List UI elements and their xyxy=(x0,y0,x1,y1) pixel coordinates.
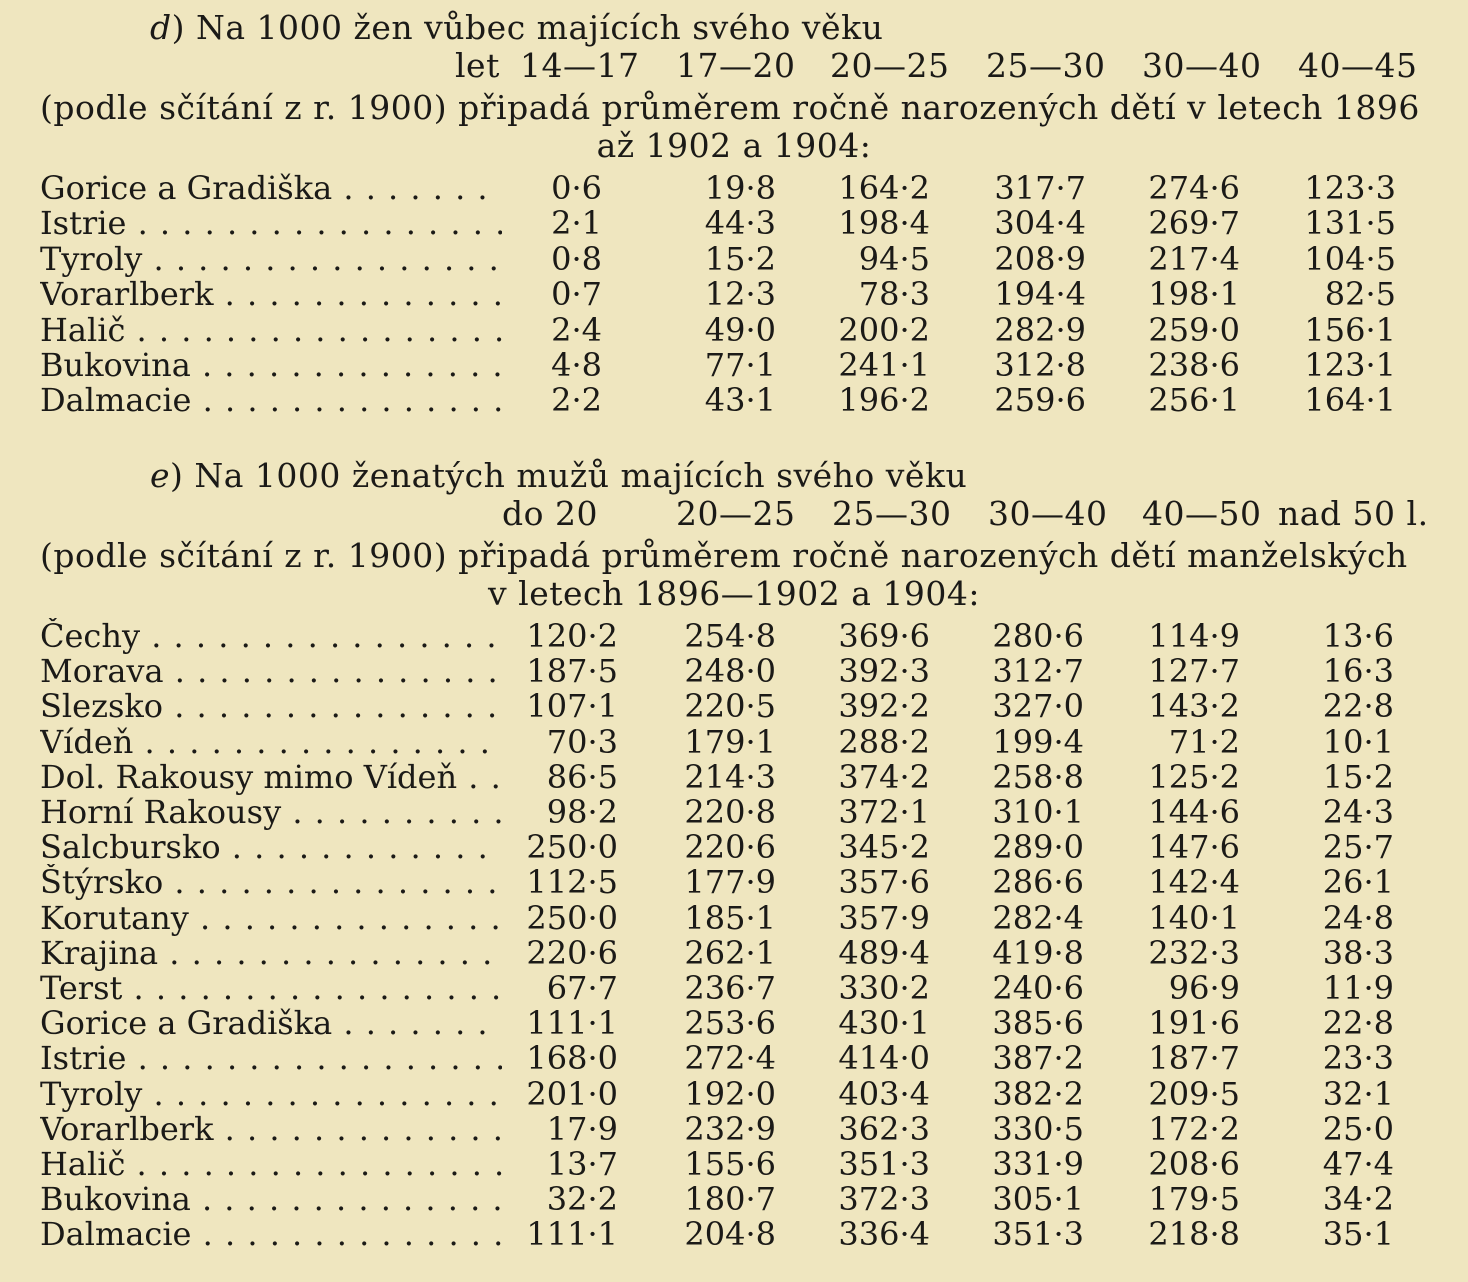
row-value: 179·1 xyxy=(684,722,776,761)
row-value: 123·3 xyxy=(1304,169,1396,207)
row-value: 372·1 xyxy=(838,793,930,831)
section-e-age-header: 25—30 xyxy=(832,494,952,533)
table-row xyxy=(0,241,1468,277)
row-value: 144·6 xyxy=(1148,793,1240,831)
row-value: 489·4 xyxy=(838,933,930,972)
row-value: 200·2 xyxy=(838,310,930,349)
table-row xyxy=(0,970,1468,1006)
row-value: 123·1 xyxy=(1304,346,1396,384)
row-value: 34·2 xyxy=(1322,1180,1394,1219)
row-value: 12·3 xyxy=(704,275,776,314)
table-row xyxy=(0,688,1468,724)
row-value: 208·6 xyxy=(1148,1145,1240,1183)
row-value: 127·7 xyxy=(1148,652,1240,691)
row-value: 208·9 xyxy=(994,239,1086,278)
row-value: 22·8 xyxy=(1322,1004,1394,1043)
table-row xyxy=(0,900,1468,936)
row-value: 15·2 xyxy=(704,239,776,278)
row-value: 250·0 xyxy=(526,898,618,937)
row-value: 77·1 xyxy=(704,346,776,384)
row-value: 312·8 xyxy=(994,346,1086,384)
section-e-age-header: do 20 xyxy=(502,494,598,533)
row-value: 345·2 xyxy=(838,828,930,867)
row-value: 107·1 xyxy=(526,687,618,726)
row-value: 156·1 xyxy=(1304,310,1396,349)
row-label: Dalmacie . . . xyxy=(40,1216,502,1252)
row-value: 387·2 xyxy=(992,1039,1084,1078)
row-label: Krajina . . . xyxy=(40,935,502,971)
row-value: 336·4 xyxy=(838,1215,930,1254)
row-value: 10·1 xyxy=(1322,722,1394,761)
row-value: 70·3 xyxy=(546,722,618,761)
row-value: 256·1 xyxy=(1148,381,1240,420)
row-label: Gorice a Gradiška . . . xyxy=(40,1005,502,1041)
row-value: 330·5 xyxy=(992,1109,1084,1148)
section-e-age-header: nad 50 l. xyxy=(1278,494,1429,533)
row-value: 168·0 xyxy=(526,1039,618,1078)
row-value: 24·8 xyxy=(1322,898,1394,937)
table-row xyxy=(0,1216,1468,1252)
row-label: Halič . . . xyxy=(40,312,502,348)
row-value: 38·3 xyxy=(1322,933,1394,972)
row-label: Vorarlberk . . . xyxy=(40,276,502,312)
row-value: 98·2 xyxy=(546,793,618,831)
table-row xyxy=(0,276,1468,312)
row-value: 209·5 xyxy=(1148,1074,1240,1113)
table-row xyxy=(0,1146,1468,1182)
row-value: 78·3 xyxy=(858,275,930,314)
row-value: 177·9 xyxy=(684,863,776,902)
row-value: 47·4 xyxy=(1322,1145,1394,1183)
row-value: 362·3 xyxy=(838,1109,930,1148)
row-label: Morava . . . xyxy=(40,653,502,689)
row-value: 17·9 xyxy=(546,1109,618,1148)
row-value: 2·2 xyxy=(551,381,602,420)
row-value: 272·4 xyxy=(684,1039,776,1078)
row-value: 13·6 xyxy=(1322,617,1394,655)
row-value: 317·7 xyxy=(994,169,1086,207)
row-value: 0·8 xyxy=(551,239,602,278)
row-value: 385·6 xyxy=(992,1004,1084,1043)
row-value: 96·9 xyxy=(1168,969,1240,1007)
section-d-age-header: 30—40 xyxy=(1142,46,1262,85)
row-value: 35·1 xyxy=(1322,1215,1394,1254)
row-value: 104·5 xyxy=(1304,239,1396,278)
row-value: 331·9 xyxy=(992,1145,1084,1183)
row-value: 240·6 xyxy=(992,969,1084,1007)
section-e-title xyxy=(150,458,967,494)
row-value: 164·1 xyxy=(1304,381,1396,420)
row-value: 238·6 xyxy=(1148,346,1240,384)
row-value: 11·9 xyxy=(1322,969,1394,1007)
row-value: 214·3 xyxy=(684,757,776,796)
row-value: 289·0 xyxy=(992,828,1084,867)
row-value: 312·7 xyxy=(992,652,1084,691)
row-label: Bukovina . . . xyxy=(40,1181,502,1217)
row-value: 140·1 xyxy=(1148,898,1240,937)
row-value: 198·4 xyxy=(838,204,930,243)
row-value: 204·8 xyxy=(684,1215,776,1254)
row-value: 25·0 xyxy=(1322,1109,1394,1148)
row-value: 351·3 xyxy=(838,1145,930,1183)
row-value: 191·6 xyxy=(1148,1004,1240,1043)
table-row xyxy=(0,653,1468,689)
row-value: 22·8 xyxy=(1322,687,1394,726)
row-value: 236·7 xyxy=(684,969,776,1007)
table-row xyxy=(0,829,1468,865)
row-value: 220·6 xyxy=(526,933,618,972)
row-value: 196·2 xyxy=(838,381,930,420)
table-row xyxy=(0,759,1468,795)
row-label: Čechy . . . xyxy=(40,618,502,654)
row-value: 199·4 xyxy=(992,722,1084,761)
row-value: 16·3 xyxy=(1322,652,1394,691)
row-value: 0·6 xyxy=(551,169,602,207)
table-row xyxy=(0,935,1468,971)
section-e-title-text: ) Na 1000 ženatých mužů majících svého věku xyxy=(170,456,968,495)
table-row xyxy=(0,382,1468,418)
row-value: 258·8 xyxy=(992,757,1084,796)
section-d-age-header: 40—45 xyxy=(1298,46,1418,85)
table-row xyxy=(0,618,1468,654)
row-value: 2·4 xyxy=(551,310,602,349)
row-label: Dalmacie . . . xyxy=(40,382,502,418)
row-value: 142·4 xyxy=(1148,863,1240,902)
section-e-description-2: v letech 1896—1902 a 1904: xyxy=(488,574,980,613)
row-value: 71·2 xyxy=(1168,722,1240,761)
row-value: 114·9 xyxy=(1148,617,1240,655)
row-value: 172·2 xyxy=(1148,1109,1240,1148)
row-value: 44·3 xyxy=(704,204,776,243)
row-label: Gorice a Gradiška . . . xyxy=(40,170,502,206)
row-value: 220·6 xyxy=(684,828,776,867)
section-d-age-prefix: let xyxy=(455,46,500,85)
row-value: 232·9 xyxy=(684,1109,776,1148)
section-d-age-header: 14—17 xyxy=(520,46,640,85)
row-value: 198·1 xyxy=(1148,275,1240,314)
row-value: 24·3 xyxy=(1322,793,1394,831)
row-value: 94·5 xyxy=(858,239,930,278)
table-row xyxy=(0,864,1468,900)
row-value: 180·7 xyxy=(684,1180,776,1219)
row-label: Bukovina . . . xyxy=(40,347,502,383)
row-label: Korutany . . . xyxy=(40,900,502,936)
row-value: 19·8 xyxy=(704,169,776,207)
section-d-age-header: 20—25 xyxy=(830,46,950,85)
row-value: 49·0 xyxy=(704,310,776,349)
row-value: 2·1 xyxy=(551,204,602,243)
row-value: 351·3 xyxy=(992,1215,1084,1254)
row-value: 250·0 xyxy=(526,828,618,867)
row-value: 67·7 xyxy=(546,969,618,1007)
row-value: 218·8 xyxy=(1148,1215,1240,1254)
section-d-title xyxy=(150,10,883,46)
row-value: 201·0 xyxy=(526,1074,618,1113)
row-value: 392·3 xyxy=(838,652,930,691)
row-value: 82·5 xyxy=(1324,275,1396,314)
row-value: 185·1 xyxy=(684,898,776,937)
row-value: 4·8 xyxy=(551,346,602,384)
row-value: 32·2 xyxy=(546,1180,618,1219)
row-value: 372·3 xyxy=(838,1180,930,1219)
section-e-age-header: 20—25 xyxy=(676,494,796,533)
row-value: 382·2 xyxy=(992,1074,1084,1113)
row-value: 280·6 xyxy=(992,617,1084,655)
row-value: 304·4 xyxy=(994,204,1086,243)
row-value: 147·6 xyxy=(1148,828,1240,867)
section-e-age-header: 30—40 xyxy=(988,494,1108,533)
section-d-marker: d xyxy=(150,8,172,47)
row-value: 164·2 xyxy=(838,169,930,207)
table-row xyxy=(0,1076,1468,1112)
table-row xyxy=(0,1111,1468,1147)
row-value: 232·3 xyxy=(1148,933,1240,972)
row-value: 194·4 xyxy=(994,275,1086,314)
row-label: Istrie . . . xyxy=(40,1040,502,1076)
row-label: Tyroly . . . xyxy=(40,241,502,277)
row-value: 430·1 xyxy=(838,1004,930,1043)
row-value: 112·5 xyxy=(526,863,618,902)
row-value: 26·1 xyxy=(1322,863,1394,902)
row-value: 120·2 xyxy=(526,617,618,655)
table-row xyxy=(0,1005,1468,1041)
row-value: 0·7 xyxy=(551,275,602,314)
row-value: 241·1 xyxy=(838,346,930,384)
section-e-marker: e xyxy=(150,456,171,495)
row-value: 330·2 xyxy=(838,969,930,1007)
section-e-age-header: 40—50 xyxy=(1142,494,1262,533)
row-value: 86·5 xyxy=(546,757,618,796)
section-e-description-1: (podle sčítání z r. 1900) připadá průměrem ročně narozených dětí manželských xyxy=(40,536,1408,575)
row-value: 259·0 xyxy=(1148,310,1240,349)
row-value: 253·6 xyxy=(684,1004,776,1043)
row-label: Tyroly . . . xyxy=(40,1076,502,1112)
table-row xyxy=(0,1040,1468,1076)
row-value: 25·7 xyxy=(1322,828,1394,867)
section-d-description-2: až 1902 a 1904: xyxy=(596,126,872,165)
section-d-age-header: 17—20 xyxy=(676,46,796,85)
row-value: 111·1 xyxy=(526,1004,618,1043)
table-row xyxy=(0,347,1468,383)
row-label: Terst . . . xyxy=(40,970,502,1006)
row-value: 392·2 xyxy=(838,687,930,726)
row-value: 13·7 xyxy=(546,1145,618,1183)
row-value: 187·7 xyxy=(1148,1039,1240,1078)
row-value: 327·0 xyxy=(992,687,1084,726)
row-value: 414·0 xyxy=(838,1039,930,1078)
row-value: 131·5 xyxy=(1304,204,1396,243)
row-value: 269·7 xyxy=(1148,204,1240,243)
row-value: 259·6 xyxy=(994,381,1086,420)
row-value: 220·5 xyxy=(684,687,776,726)
row-value: 282·9 xyxy=(994,310,1086,349)
row-value: 248·0 xyxy=(684,652,776,691)
section-d-title-text: ) Na 1000 žen vůbec majících svého věku xyxy=(171,8,884,47)
table-row xyxy=(0,1181,1468,1217)
row-value: 143·2 xyxy=(1148,687,1240,726)
row-value: 288·2 xyxy=(838,722,930,761)
row-value: 254·8 xyxy=(684,617,776,655)
row-value: 15·2 xyxy=(1322,757,1394,796)
row-value: 357·6 xyxy=(838,863,930,902)
table-row xyxy=(0,794,1468,830)
row-value: 369·6 xyxy=(838,617,930,655)
section-d-age-header: 25—30 xyxy=(986,46,1106,85)
row-label: Štýrsko . . . xyxy=(40,864,502,900)
row-label: Halič . . . xyxy=(40,1146,502,1182)
row-value: 262·1 xyxy=(684,933,776,972)
table-row xyxy=(0,170,1468,206)
row-value: 374·2 xyxy=(838,757,930,796)
row-value: 419·8 xyxy=(992,933,1084,972)
table-row xyxy=(0,205,1468,241)
row-value: 125·2 xyxy=(1148,757,1240,796)
row-value: 179·5 xyxy=(1148,1180,1240,1219)
row-value: 43·1 xyxy=(704,381,776,420)
row-value: 155·6 xyxy=(684,1145,776,1183)
row-value: 310·1 xyxy=(992,793,1084,831)
row-value: 217·4 xyxy=(1148,239,1240,278)
row-value: 192·0 xyxy=(684,1074,776,1113)
row-value: 32·1 xyxy=(1322,1074,1394,1113)
row-label: Dol. Rakousy mimo Vídeň . . . xyxy=(40,759,502,795)
row-label: Vorarlberk . . . xyxy=(40,1111,502,1147)
row-value: 357·9 xyxy=(838,898,930,937)
row-value: 282·4 xyxy=(992,898,1084,937)
row-value: 286·6 xyxy=(992,863,1084,902)
row-value: 305·1 xyxy=(992,1180,1084,1219)
row-value: 111·1 xyxy=(526,1215,618,1254)
row-label: Slezsko . . . xyxy=(40,688,502,724)
row-label: Istrie . . . xyxy=(40,205,502,241)
row-value: 23·3 xyxy=(1322,1039,1394,1078)
row-label: Salcbursko . . . xyxy=(40,829,502,865)
table-row xyxy=(0,312,1468,348)
row-value: 220·8 xyxy=(684,793,776,831)
row-value: 274·6 xyxy=(1148,169,1240,207)
row-label: Vídeň . . . xyxy=(40,724,502,760)
table-row xyxy=(0,724,1468,760)
row-label: Horní Rakousy . . . xyxy=(40,794,502,830)
row-value: 187·5 xyxy=(526,652,618,691)
section-d-description-1: (podle sčítání z r. 1900) připadá průměrem ročně narozených dětí v letech 1896 xyxy=(40,88,1420,127)
row-value: 403·4 xyxy=(838,1074,930,1113)
